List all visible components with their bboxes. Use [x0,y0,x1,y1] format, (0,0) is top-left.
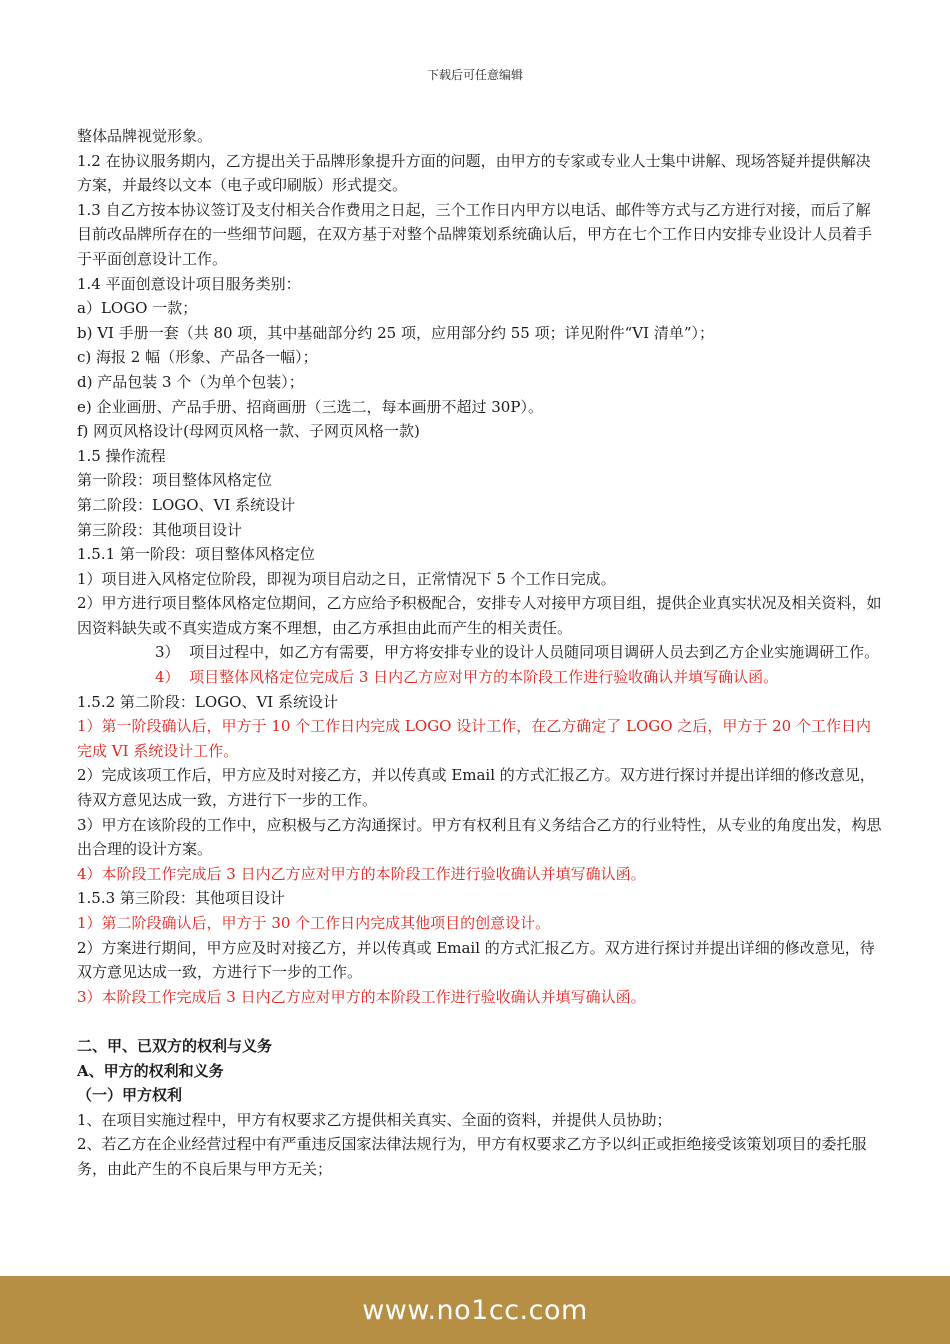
paragraph: 1.4 平面创意设计项目服务类别： [77,274,301,293]
paragraph-red: 1）第一阶段确认后，甲方于 10 个工作日内完成 LOGO 设计工作，在乙方确定了 LOGO 之后，甲方于 20 个工作日内完成 VI 系统设计工作。 [77,717,871,760]
list-item: b) VI 手册一套（共 80 项，其中基础部分约 25 项，应用部分约 55 项；详见附件“VI 清单”）； [77,323,714,342]
page-header-note: 下载后可任意编辑 [426,68,523,82]
subsection-heading: （一）甲方权利 [77,1086,183,1105]
stage-item: 第二阶段：LOGO、VI 系统设计 [77,495,296,514]
footer-url: www.no1cc.com [362,1294,588,1326]
document-body [77,124,883,1182]
footer-bar [0,1276,950,1344]
paragraph: 2）完成该项工作后，甲方应及时对接乙方，并以传真或 Email 的方式汇报乙方。双方进行探讨并提出详细的修改意见，待双方意见达成一致，方进行下一步的工作。 [77,766,875,810]
chapter-heading: 二、甲、已双方的权利与义务 [77,1036,273,1055]
paragraph: 1.3 自乙方按本协议签订及支付相关合作费用之日起，三个工作日内甲方以电话、邮件等方式与乙方进行对接，而后了解目前改品牌所存在的一些细节问题，在双方基于对整个品牌策划系统确认后，甲方在七个工作日内安排专业设计人员着手于平面创意设计工作。 [77,200,873,268]
section-heading: 1.5.1 第一阶段：项目整体风格定位 [77,545,315,564]
paragraph-red: 3）本阶段工作完成后 3 日内乙方应对甲方的本阶段工作进行验收确认并填写确认函。 [77,987,646,1006]
paragraph: 1.2 在协议服务期内，乙方提出关于品牌形象提升方面的问题，由甲方的专家或专业人士集中讲解、现场答疑并提供解决方案，并最终以文本（电子或印刷版）形式提交。 [77,151,871,195]
stage-item: 第一阶段：项目整体风格定位 [77,471,273,490]
section-heading: 1.5.2 第二阶段：LOGO、VI 系统设计 [77,692,338,711]
paragraph: 2）甲方进行项目整体风格定位期间，乙方应给予积极配合，安排专人对接甲方项目组，提供企业真实状况及相关资料，如因资料缺失或不真实造成方案不理想，由乙方承担由此而产生的相关责任。 [77,594,882,637]
paragraph: 2）方案进行期间，甲方应及时对接乙方，并以传真或 Email 的方式汇报乙方。双方进行探讨并提出详细的修改意见，待双方意见达成一致，方进行下一步的工作。 [77,938,875,982]
stage-item: 第三阶段：其他项目设计 [77,520,243,539]
section-heading: 1.5 操作流程 [77,446,166,465]
paragraph: 2、若乙方在企业经营过程中有严重违反国家法律法规行为，甲方有权要求乙方予以纠正或拒绝接受该策划项目的委托服务，由此产生的不良后果与甲方无关； [77,1135,867,1178]
paragraph: 1）项目进入风格定位阶段，即视为项目启动之日，正常情况下 5 个工作日完成。 [77,569,616,588]
indented-paragraph-red: 4） 项目整体风格定位完成后 3 日内乙方应对甲方的本阶段工作进行验收确认并填写确认函。 [155,668,779,687]
paragraph-red: 1）第二阶段确认后，甲方于 30 个工作日内完成其他项目的创意设计。 [77,914,551,932]
subchapter-heading: A、甲方的权利和义务 [77,1061,224,1080]
list-item: e) 企业画册、产品手册、招商画册（三选二，每本画册不超过 30P）。 [77,397,543,416]
paragraph: 1、在项目实施过程中，甲方有权要求乙方提供相关真实、全面的资料，并提供人员协助； [77,1110,672,1129]
spacer [77,1009,883,1034]
paragraph: 3）甲方在该阶段的工作中，应积极与乙方沟通探讨。甲方有权利且有义务结合乙方的行业特性，从专业的角度出发，构思出合理的设计方案。 [77,815,882,859]
paragraph: 整体品牌视觉形象。 [77,127,213,145]
list-item: c) 海报 2 幅（形象、产品各一幅）； [77,348,318,367]
paragraph-red: 4）本阶段工作完成后 3 日内乙方应对甲方的本阶段工作进行验收确认并填写确认函。 [77,864,646,883]
indented-paragraph: 3） 项目过程中，如乙方有需要，甲方将安排专业的设计人员随同项目调研人员去到乙方企业实施调研工作。 [155,643,880,662]
list-item: f) 网页风格设计(母网页风格一款、子网页风格一款) [77,422,420,441]
section-heading: 1.5.3 第三阶段：其他项目设计 [77,889,285,908]
list-item: d) 产品包装 3 个（为单个包装）； [77,372,304,391]
list-item: a）LOGO 一款； [77,299,198,318]
